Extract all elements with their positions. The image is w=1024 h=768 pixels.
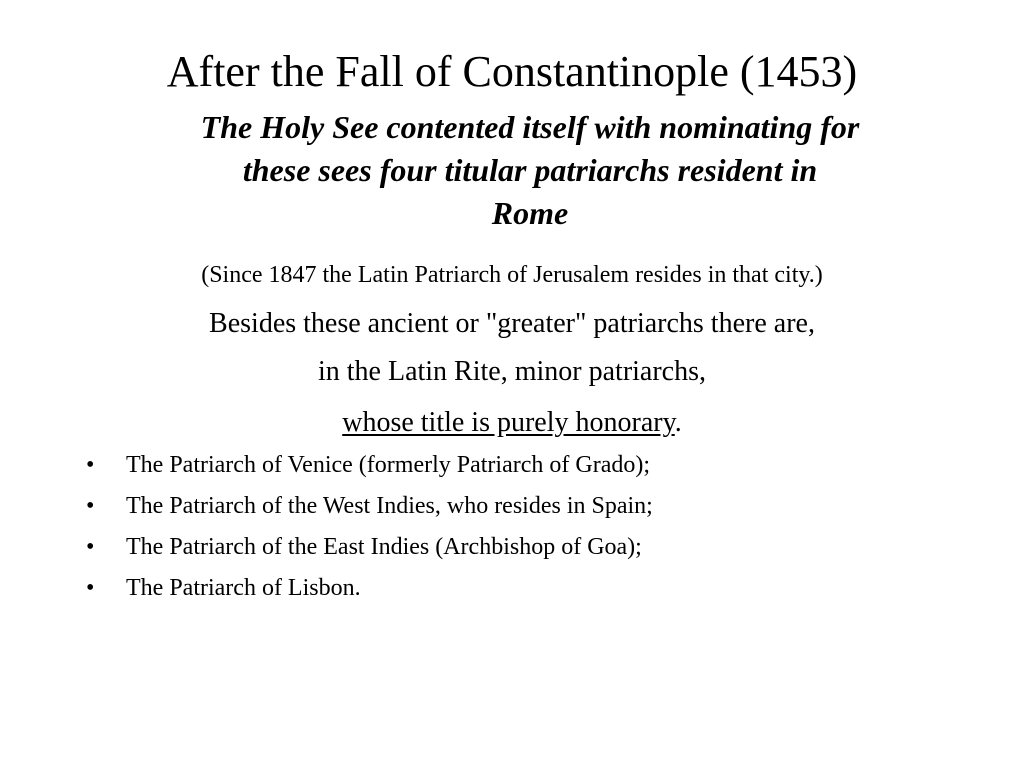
list-item-text: The Patriarch of Venice (formerly Patriarch of Grado); [126, 452, 651, 478]
honorary-title-line [0, 405, 1024, 441]
slide-title: After the Fall of Constantinople (1453) [166, 47, 858, 96]
trailing-period: . [674, 407, 682, 438]
subtitle-line: Rome [491, 195, 569, 231]
bullet-icon: • [86, 575, 95, 601]
slide-subtitle [100, 106, 960, 235]
patriarch-list [82, 450, 653, 614]
bullet-icon: • [86, 534, 95, 560]
list-item [82, 573, 653, 603]
subtitle-line: these sees four titular patriarchs resident in [242, 152, 818, 188]
list-item [82, 491, 653, 521]
paragraph-line: in the Latin Rite, minor patriarchs, [317, 356, 706, 387]
bullet-icon: • [86, 452, 95, 478]
list-item-text: The Patriarch of Lisbon. [126, 575, 361, 601]
paragraph-line: Besides these ancient or "greater" patriarchs there are, [209, 308, 815, 339]
list-item-text: The Patriarch of the East Indies (Archbishop of Goa); [126, 534, 642, 560]
subtitle-line: The Holy See contented itself with nominating for [200, 109, 860, 145]
list-item [82, 450, 653, 480]
list-item [82, 532, 653, 562]
list-item-text: The Patriarch of the West Indies, who resides in Spain; [126, 493, 653, 519]
jerusalem-note: (Since 1847 the Latin Patriarch of Jerusalem resides in that city.) [201, 262, 823, 288]
bullet-icon: • [86, 493, 95, 519]
underlined-phrase: whose title is purely honorary [342, 407, 675, 438]
